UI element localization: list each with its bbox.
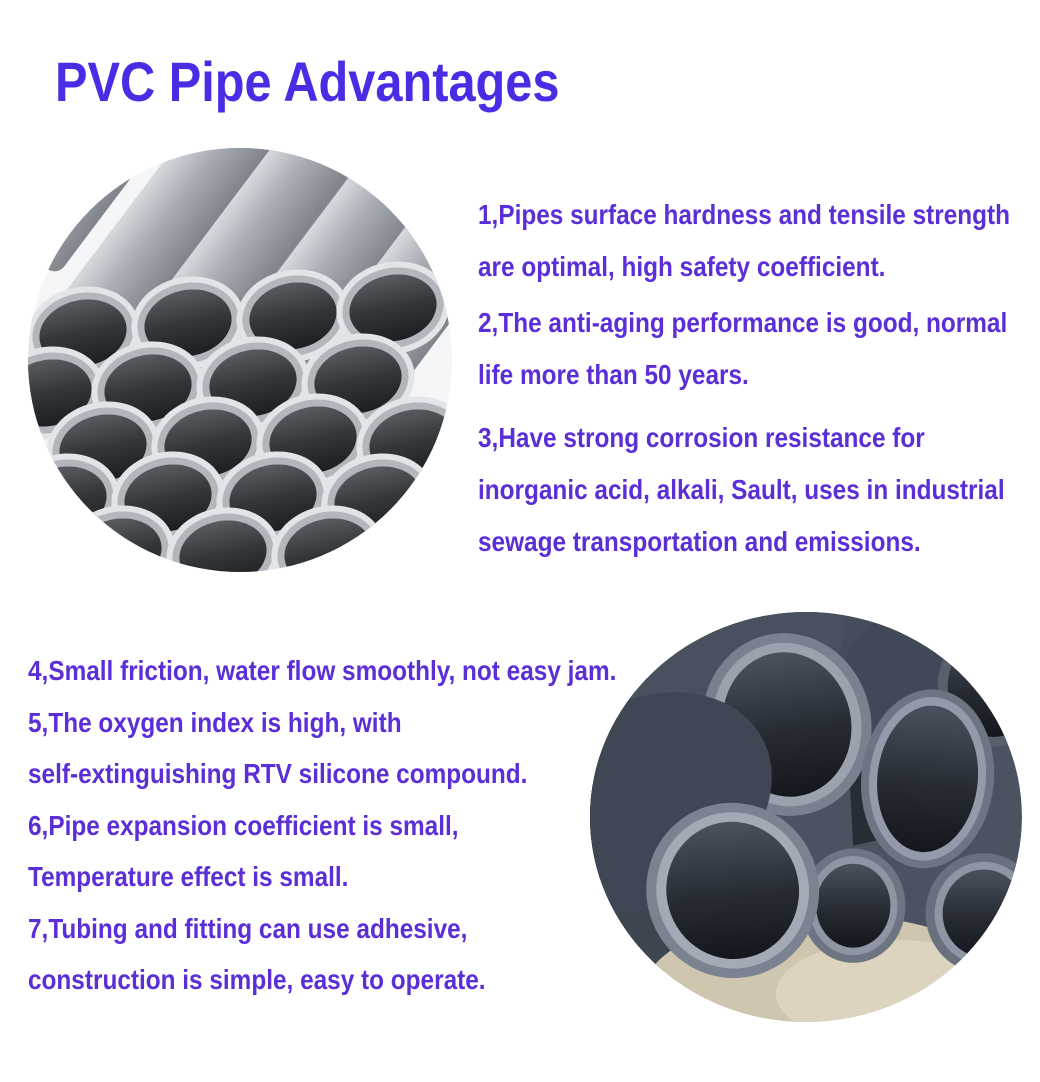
advantage-line: Temperature effect is small. bbox=[28, 861, 349, 892]
advantage-line: construction is simple, easy to operate. bbox=[28, 964, 486, 995]
advantage-point-7 bbox=[28, 903, 704, 1006]
pipe-bell-ends-illustration bbox=[590, 612, 1022, 1022]
advantage-line: 3,Have strong corrosion resistance for bbox=[478, 422, 925, 453]
advantages-list-right bbox=[478, 189, 1040, 568]
advantage-line: 5,The oxygen index is high, with bbox=[28, 706, 402, 738]
advantage-point-4 bbox=[28, 645, 704, 697]
advantage-line: 4,Small friction, water flow smoothly, not easy jam. bbox=[28, 655, 617, 686]
pipe-bell-ends-photo bbox=[590, 612, 1022, 1022]
advantage-line: self-extinguishing RTV silicone compound. bbox=[28, 758, 528, 789]
advantage-point-2 bbox=[478, 297, 1040, 401]
advantage-line: 2,The anti-aging performance is good, normal bbox=[478, 307, 1008, 338]
stacked-pipes-photo bbox=[28, 148, 452, 572]
advantage-line: 1,Pipes surface hardness and tensile strength bbox=[478, 199, 1011, 230]
page-title: PVC Pipe Advantages bbox=[55, 50, 560, 113]
advantage-line: 7,Tubing and fitting can use adhesive, bbox=[28, 912, 468, 944]
advantage-line: 6,Pipe expansion coefficient is small, bbox=[28, 809, 459, 841]
advantage-line: life more than 50 years. bbox=[478, 359, 749, 390]
stacked-pipes-illustration bbox=[28, 148, 452, 572]
advantage-point-3 bbox=[478, 412, 1040, 568]
advantage-line: inorganic acid, alkali, Sault, uses in industrial bbox=[478, 474, 1005, 505]
advantage-point-1 bbox=[478, 189, 1040, 293]
advantage-line: sewage transportation and emissions. bbox=[478, 526, 921, 557]
advantage-line: are optimal, high safety coefficient. bbox=[478, 251, 886, 282]
